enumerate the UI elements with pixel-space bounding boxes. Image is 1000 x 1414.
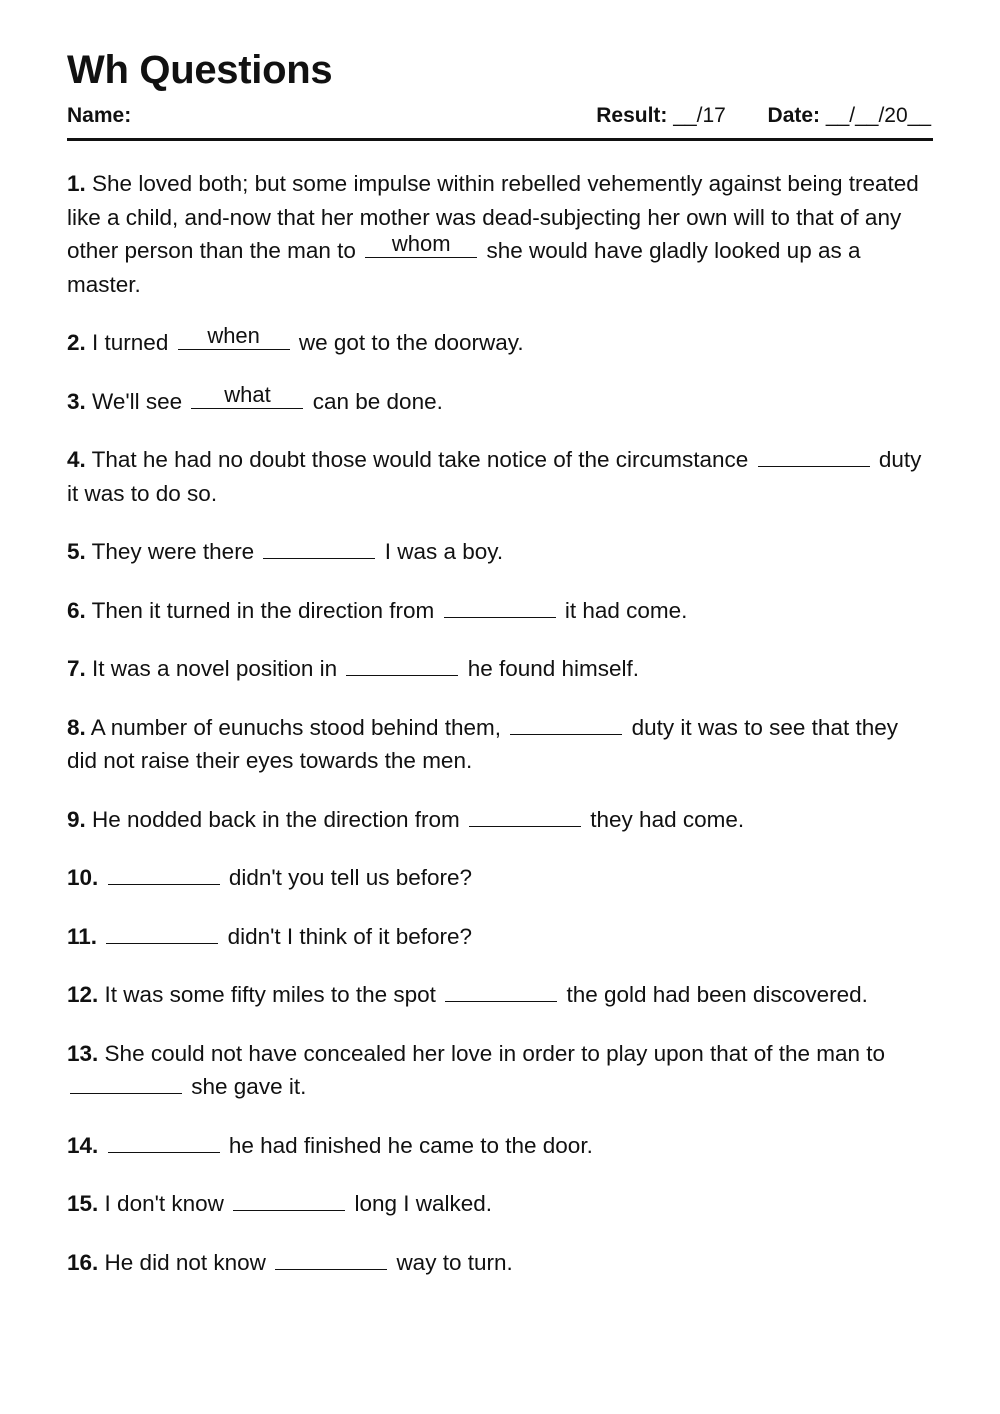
question-text-after: she gave it. [191, 1074, 307, 1099]
question-text-before: A number of eunuchs stood behind them, [90, 714, 502, 740]
question-item [67, 920, 933, 954]
question-item [67, 978, 933, 1012]
answer-blank[interactable] [365, 231, 477, 258]
question-text-before: He did not know [104, 1249, 266, 1275]
question-list [67, 167, 933, 1304]
answer-text: what [224, 381, 271, 407]
question-text-after: they had come. [590, 806, 745, 832]
question-text-after: can be done. [312, 388, 443, 414]
question-text-before: I turned [92, 330, 169, 355]
question-text-before: I don't know [104, 1191, 224, 1216]
answer-blank[interactable] [233, 1188, 345, 1211]
date-label: Date: [767, 104, 821, 127]
answer-blank[interactable] [191, 381, 303, 409]
answer-text: when [207, 323, 260, 348]
question-item [67, 861, 933, 895]
answer-blank[interactable] [346, 653, 458, 676]
result-date-group [596, 102, 931, 130]
question-item [67, 323, 933, 360]
question-text-after: he found himself. [467, 656, 640, 681]
question-number: 4. [67, 447, 86, 472]
question-item [67, 1037, 933, 1104]
question-text-after: duty it was to do so. [67, 447, 922, 506]
question-number: 11. [67, 923, 98, 949]
question-item [67, 594, 933, 628]
answer-blank[interactable] [445, 979, 557, 1002]
answer-blank[interactable] [444, 595, 556, 618]
question-text-before: It was a novel position in [92, 656, 338, 681]
question-text-before: It was some fifty miles to the spot [104, 982, 436, 1007]
question-number: 7. [67, 656, 86, 681]
question-number: 6. [67, 597, 86, 623]
answer-blank[interactable] [275, 1247, 387, 1270]
question-text-before: That he had no doubt those would take notice of the circumstance [91, 447, 749, 472]
question-number: 15. [67, 1191, 99, 1216]
date-value: __/__/20__ [825, 104, 931, 127]
question-number: 8. [67, 714, 86, 740]
question-text-before: She could not have concealed her love in order to play upon that of the man to [104, 1040, 886, 1066]
question-text-before: Then it turned in the direction from [91, 597, 435, 623]
answer-blank[interactable] [106, 921, 218, 944]
question-text-after: didn't I think of it before? [227, 923, 473, 949]
question-text-after: she would have gladly looked up as a master. [67, 238, 861, 297]
answer-blank[interactable] [108, 862, 220, 885]
question-text-after: duty it was to see that they did not raise their eyes towards the men. [67, 714, 898, 773]
question-number: 5. [67, 539, 86, 564]
question-text-before: He nodded back in the direction from [92, 806, 460, 832]
answer-blank[interactable] [108, 1130, 220, 1153]
question-text-after: I was a boy. [384, 539, 504, 564]
header-divider [67, 138, 933, 141]
question-number: 16. [67, 1249, 99, 1275]
answer-blank[interactable] [178, 323, 290, 350]
question-item [67, 711, 933, 778]
question-number: 10. [67, 865, 99, 890]
question-item [67, 803, 933, 837]
question-text-after: he had finished he came to the door. [228, 1132, 593, 1158]
question-number: 12. [67, 982, 99, 1007]
question-text-after: the gold had been discovered. [566, 982, 868, 1007]
question-number: 3. [67, 388, 86, 414]
question-number: 2. [67, 330, 86, 355]
question-text-after: way to turn. [396, 1249, 513, 1275]
page-title: Wh Questions [67, 48, 333, 92]
question-text-after: it had come. [564, 597, 688, 623]
question-number: 13. [67, 1040, 99, 1066]
result-label: Result: [596, 104, 668, 127]
question-item [67, 1129, 933, 1163]
question-item [67, 381, 933, 419]
question-text-before: She loved both; but some impulse within rebelled vehemently against being treated like a child, and-now that her mother was dead-subjecting her own will to that of any other person than the man to [67, 171, 919, 263]
answer-text: whom [391, 231, 451, 256]
question-item [67, 167, 933, 301]
question-item [67, 1187, 933, 1221]
question-number: 1. [67, 171, 86, 196]
question-number: 14. [67, 1132, 99, 1158]
answer-blank[interactable] [469, 804, 581, 827]
worksheet-header [67, 102, 933, 130]
answer-blank[interactable] [758, 444, 870, 467]
question-text-before: They were there [91, 539, 255, 564]
question-text-after: we got to the doorway. [298, 330, 524, 355]
question-text-before: We'll see [92, 388, 183, 414]
answer-blank[interactable] [70, 1071, 182, 1094]
question-text-after: didn't you tell us before? [228, 865, 473, 890]
name-label: Name: [67, 104, 132, 127]
answer-blank[interactable] [510, 712, 622, 735]
question-text-after: long I walked. [354, 1191, 493, 1216]
question-item [67, 443, 933, 510]
question-item [67, 535, 933, 569]
answer-blank[interactable] [263, 536, 375, 559]
question-item [67, 1246, 933, 1280]
question-item [67, 652, 933, 686]
question-number: 9. [67, 806, 86, 832]
result-value: __/17 [673, 104, 726, 127]
